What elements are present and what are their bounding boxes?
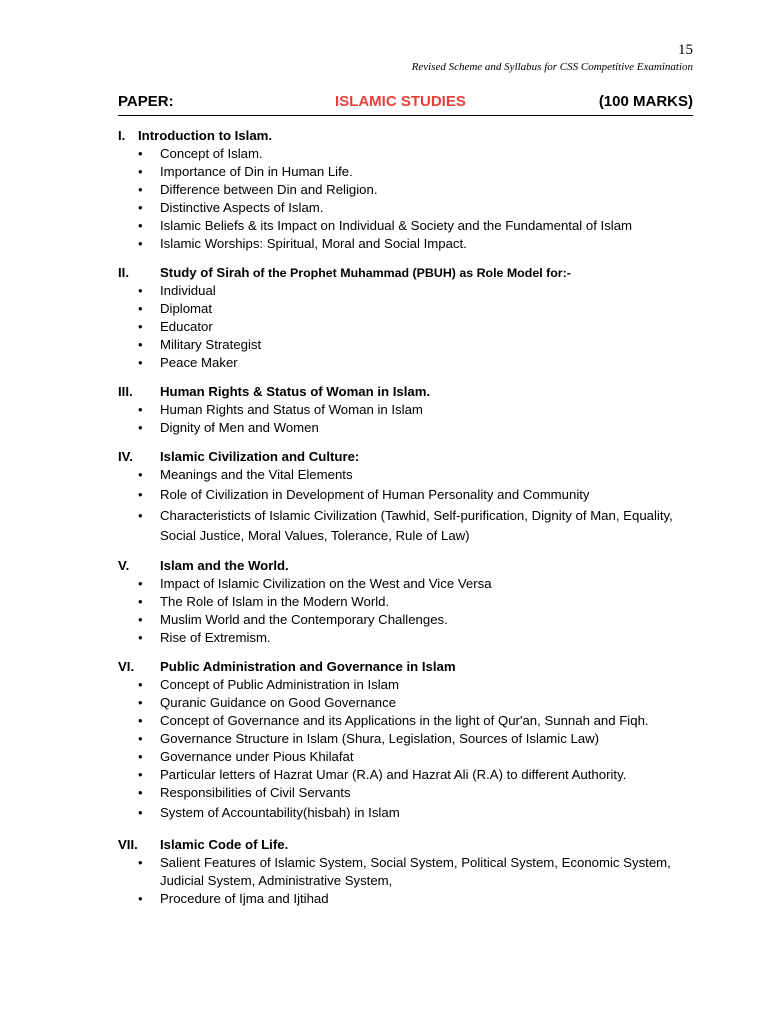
- section-title-main: Study of Sirah: [160, 265, 250, 280]
- list-item: • Concept of Governance and its Applications in the light of Qur'an, Sunnah and Fiqh.: [138, 712, 698, 730]
- paper-header: [118, 93, 693, 116]
- section-items: [118, 676, 698, 822]
- section-title: Public Administration and Governance in Islam: [160, 659, 456, 674]
- list-item: • Governance under Pious Khilafat: [138, 748, 698, 766]
- list-item: • Procedure of Ijma and Ijtihad: [138, 890, 698, 908]
- paper-subject: ISLAMIC STUDIES: [335, 93, 466, 110]
- section-number: VI.: [118, 659, 135, 674]
- section-title-rest: of the Prophet Muhammad (PBUH) as Role Model for:-: [249, 266, 571, 280]
- list-item: • Difference between Din and Religion.: [138, 181, 698, 199]
- list-item: • Muslim World and the Contemporary Challenges.: [138, 611, 698, 629]
- section-2: [118, 264, 698, 372]
- section-4: [118, 448, 698, 546]
- section-number: V.: [118, 558, 130, 573]
- section-number: VII.: [118, 837, 138, 852]
- section-title: Islamic Civilization and Culture:: [160, 449, 360, 464]
- list-item: • Impact of Islamic Civilization on the West and Vice Versa: [138, 575, 698, 593]
- section-heading: [118, 836, 698, 854]
- section-title: Human Rights & Status of Woman in Islam.: [160, 384, 431, 399]
- list-item: • Islamic Beliefs & its Impact on Individual & Society and the Fundamental of Islam: [138, 217, 698, 235]
- page-number: 15: [678, 42, 693, 58]
- list-item: • Military Strategist: [138, 336, 698, 354]
- section-items: [118, 282, 698, 372]
- list-item: • Islamic Worships: Spiritual, Moral and Social Impact.: [138, 235, 698, 253]
- list-item: • Governance Structure in Islam (Shura, Legislation, Sources of Islamic Law): [138, 730, 698, 748]
- section-heading: [118, 127, 698, 145]
- section-number: II.: [118, 265, 129, 280]
- section-items: [118, 145, 698, 253]
- list-item: • Peace Maker: [138, 354, 698, 372]
- list-item: • Responsibilities of Civil Servants: [138, 784, 698, 802]
- paper-marks: (100 MARKS): [598, 93, 693, 110]
- list-item: • Individual: [138, 282, 698, 300]
- section-number: I.: [118, 128, 126, 143]
- section-title: Islam and the World.: [160, 558, 289, 573]
- list-item: • Rise of Extremism.: [138, 629, 698, 647]
- list-item: • Characteristicts of Islamic Civilization (Tawhid, Self-purification, Dignity of Man, Equality, Social Justice, Moral Values, Tolerance, Rule of Law): [138, 506, 698, 546]
- list-item: • Meanings and the Vital Elements: [138, 466, 698, 484]
- section-title: Islamic Code of Life.: [160, 837, 289, 852]
- running-head: Revised Scheme and Syllabus for CSS Competitive Examination: [411, 61, 693, 73]
- section-7: [118, 836, 698, 908]
- list-item: • The Role of Islam in the Modern World.: [138, 593, 698, 611]
- section-heading: [118, 448, 698, 466]
- section-5: [118, 557, 698, 647]
- list-item: • System of Accountability(hisbah) in Islam: [138, 804, 698, 822]
- list-item: • Quranic Guidance on Good Governance: [138, 694, 698, 712]
- section-heading: [118, 264, 698, 282]
- section-heading: [118, 383, 698, 401]
- list-item: • Human Rights and Status of Woman in Islam: [138, 401, 698, 419]
- section-6: [118, 658, 698, 822]
- section-title: Introduction to Islam.: [138, 128, 273, 143]
- section-3: [118, 383, 698, 437]
- list-item: • Concept of Public Administration in Islam: [138, 676, 698, 694]
- section-heading: [118, 658, 698, 676]
- list-item: • Role of Civilization in Development of Human Personality and Community: [138, 486, 698, 504]
- syllabus-sections: [118, 127, 698, 919]
- section-title: [160, 264, 698, 282]
- list-item: • Educator: [138, 318, 698, 336]
- list-item: • Diplomat: [138, 300, 698, 318]
- list-item: • Salient Features of Islamic System, Social System, Political System, Economic System, Judicial System, Administrative System,: [138, 854, 698, 890]
- list-item: • Distinctive Aspects of Islam.: [138, 199, 698, 217]
- section-items: [118, 575, 698, 647]
- section-heading: [118, 557, 698, 575]
- section-items: [118, 401, 698, 437]
- list-item: • Dignity of Men and Women: [138, 419, 698, 437]
- list-item: • Particular letters of Hazrat Umar (R.A) and Hazrat Ali (R.A) to different Authority.: [138, 766, 698, 784]
- section-items: [118, 466, 698, 546]
- section-1: [118, 127, 698, 253]
- section-number: III.: [118, 384, 133, 399]
- section-number: IV.: [118, 449, 133, 464]
- list-item: • Importance of Din in Human Life.: [138, 163, 698, 181]
- list-item: • Concept of Islam.: [138, 145, 698, 163]
- paper-label: PAPER:: [118, 93, 174, 110]
- section-items: [118, 854, 698, 908]
